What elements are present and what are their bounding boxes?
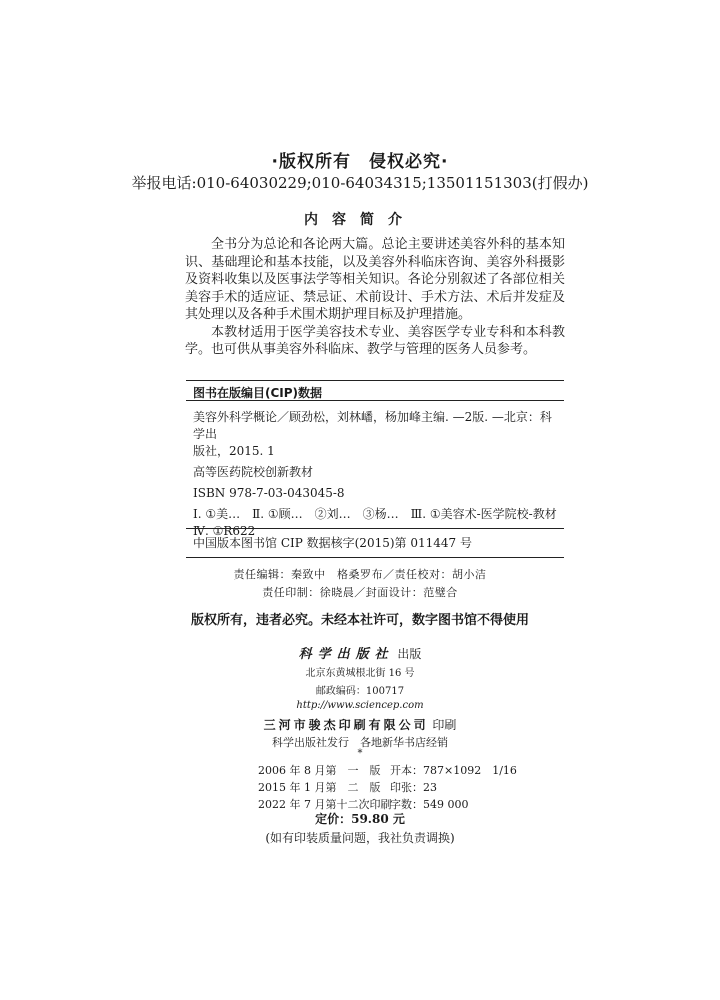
edition-spec: 字数：549 000 xyxy=(390,798,469,811)
editors-line: 责任印制：徐晓晨／封面设计：范璧合 xyxy=(262,586,458,599)
edition-spec: 印张：23 xyxy=(390,781,437,794)
printer-line xyxy=(0,716,720,733)
distribution-line: 科学出版社发行 各地新华书店经销 xyxy=(272,736,448,749)
editors-block xyxy=(0,566,720,602)
cip-line: Ⅳ. ①R622 xyxy=(193,524,256,538)
copyright-title: ·版权所有 侵权必究· xyxy=(271,152,449,172)
printer-name: 三河市骏杰印刷有限公司 xyxy=(263,718,429,732)
report-phone: 举报电话:010-64030229;010-64034315;13501151303(打假办) xyxy=(131,174,589,192)
publisher-suffix: 出版 xyxy=(397,647,422,661)
cip-line: ISBN 978-7-03-043045-8 xyxy=(193,486,345,500)
quality-note: (如有印装质量问题，我社负责调换) xyxy=(265,831,455,845)
edition-date: 2006 年 8 月第 一 版 xyxy=(258,764,381,777)
cip-data-number: 中国版本图书馆 CIP 数据核字(2015)第 011447 号 xyxy=(193,536,472,550)
edition-spec: 开本：787×1092 1/16 xyxy=(390,764,517,777)
summary-text xyxy=(185,236,565,359)
cip-line: 高等医药院校创新教材 xyxy=(193,465,314,479)
cip-divider xyxy=(186,528,564,529)
price: 定价：59.80 元 xyxy=(315,812,405,826)
publisher-name: 科学出版社 xyxy=(298,647,394,662)
rights-notice: 版权所有，违者必究。未经本社许可，数字图书馆不得使用 xyxy=(190,613,529,628)
separator-star: * xyxy=(357,748,363,759)
publisher-postcode: 邮政编码：100717 xyxy=(315,686,405,697)
summary-paragraph: 本教材适用于医学美容技术专业、美容医学专业专科和本科教学。也可供从事美容外科临床、教学与管理的医务人员参考。 xyxy=(185,324,565,357)
summary-title: 内容简介 xyxy=(304,212,416,228)
publisher-url: http://www.sciencep.com xyxy=(296,700,424,711)
cip-divider xyxy=(186,400,564,401)
cip-line: 美容外科学概论／顾劲松，刘林嶓，杨加峰主编. —2版. —北京：科学出 xyxy=(193,410,552,441)
cip-line: Ⅰ. ①美… Ⅱ. ①顾… ②刘… ③杨… Ⅲ. ①美容术-医学院校-教材 xyxy=(193,507,557,521)
edition-date: 2015 年 1 月第 二 版 xyxy=(258,781,381,794)
cip-heading: 图书在版编目(CIP)数据 xyxy=(193,386,323,400)
edition-row xyxy=(258,762,517,779)
edition-row xyxy=(258,779,517,796)
cip-body xyxy=(193,409,561,540)
cip-line: 版社，2015. 1 xyxy=(193,444,275,458)
edition-date: 2022 年 7 月第十二次印刷 xyxy=(258,798,392,811)
printer-suffix: 印刷 xyxy=(432,718,457,732)
editions-table xyxy=(258,762,517,813)
summary-paragraph: 全书分为总论和各论两大篇。总论主要讲述美容外科的基本知识、基础理论和基本技能，以及美容外科临床咨询、美容外科摄影及资料收集以及医事法学等相关知识。各论分别叙述了各部位相关美容手术的适应证、禁忌证、术前设计、手术方法、术后并发症及其处理以及各种手术围术期护理目标及护理措施。 xyxy=(185,237,565,322)
publisher-address: 北京东黄城根北街 16 号 xyxy=(305,668,415,679)
editors-line: 责任编辑：秦致中 格桑罗布／责任校对：胡小洁 xyxy=(233,568,487,581)
publisher-line xyxy=(0,643,720,662)
